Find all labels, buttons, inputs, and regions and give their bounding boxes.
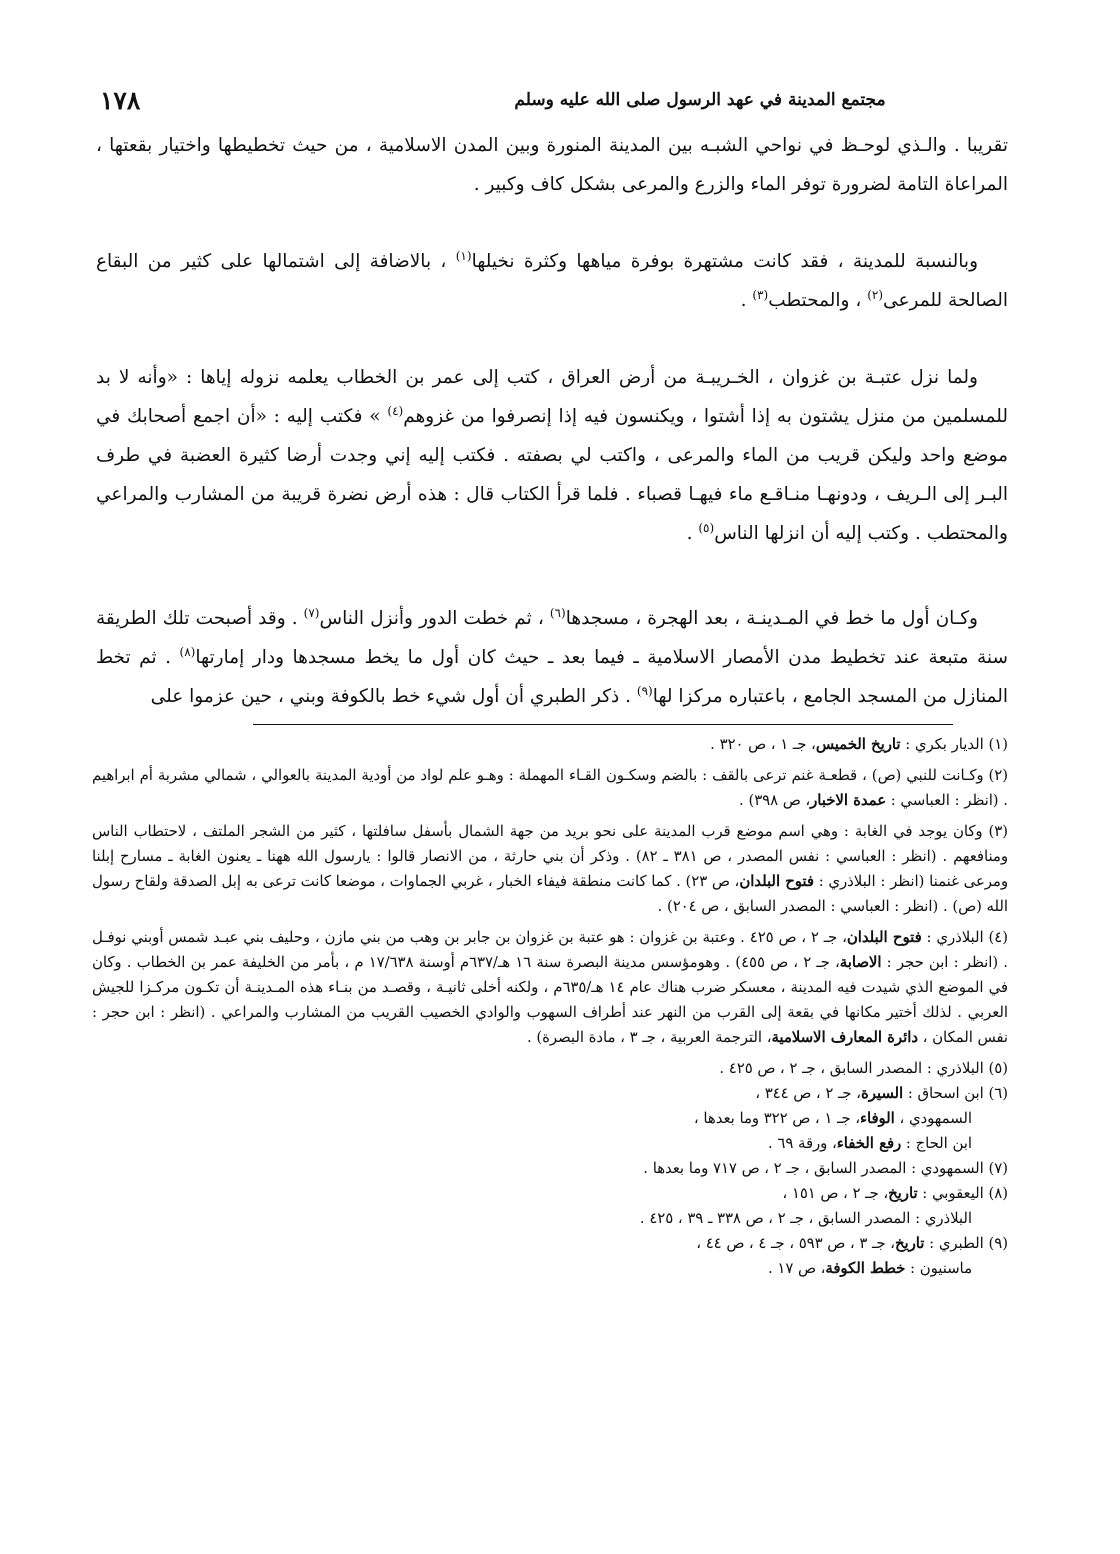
text-run: السمهودي ، bbox=[894, 1110, 972, 1127]
source-title: تاريخ الخميس bbox=[815, 736, 901, 753]
footnote-ref: (٦) bbox=[549, 605, 566, 620]
footnote-8 bbox=[92, 1181, 1008, 1206]
text-run: ، جـ ٢ ، ص ٣٤٤ ، bbox=[755, 1085, 861, 1102]
text-run: ولما نزل عتبـة بن غزوان ، الخـريبـة من أرض العراق ، كتب إلى عمر بن الخطاب يعلمه نزوله إياها : «وأنه لا بد للمسلمين من منزل يشتون به إذا أشتوا ، ويكنسون فيه إذا إنصرفوا من غزوهم bbox=[96, 367, 1008, 427]
running-title: مجتمع المدينة في عهد الرسول صلى الله عليه وسلم bbox=[514, 90, 886, 110]
text-run: (٤) البلاذري : bbox=[921, 929, 1009, 946]
footnote-7 bbox=[92, 1156, 1008, 1181]
footnote-ref: (٧) bbox=[303, 605, 320, 620]
footnote-6-line-3 bbox=[92, 1131, 1008, 1156]
footnote-2 bbox=[92, 763, 1008, 813]
text-run: . ثم تخط المنازل من المسجد الجامع ، باعتباره مركزا لها bbox=[96, 647, 1008, 707]
text-run: (٢) وكـانت للنبي (ص) ، قطعـة غنم ترعى بالقف : بالضم وسكـون القـاء المهملة : وهـو علم لواد من أودية المدينة بالعوالي ، شمالي مشربة أم ابراهيم . (انظر : العباسي : bbox=[92, 767, 1008, 809]
source-title: رفع الخفاء bbox=[836, 1135, 902, 1152]
text-run: . bbox=[686, 523, 693, 544]
footnote-6-line-2 bbox=[92, 1106, 1008, 1131]
footnote-ref: (٨) bbox=[179, 644, 196, 659]
footnote-8-line-2 bbox=[92, 1206, 1008, 1231]
footnote-ref: (٤) bbox=[387, 403, 404, 418]
source-title: خطط الكوفة bbox=[825, 1260, 906, 1277]
paragraph-3 bbox=[96, 358, 1008, 553]
source-title: دائرة المعارف الاسلامية bbox=[771, 1029, 918, 1046]
text-run: » فكتب إليه : «أن اجمع أصحابك في موضع واحد وليكن قريب من الماء والمرعى ، واكتب لي بصفته . فكتب إليه إني وجدت أرضا كثيرة العضبة في طرف البـر إلى الـريف ، ودونهـا منـاقـع ماء فيهـا قصباء . فلما قرأ الكتاب قال : هذه أرض نضرة قريبة من المشارب والمراعي والمحتطب . وكتب إليه أن انزلها الناس bbox=[96, 406, 1008, 544]
text-run: ، ص ٢٣) . كما كانت منطقة فيفاء الخبار ، غربي الجماوات ، موضعا كانت ترعى به إبل الصدقة ولقاح رسول الله (ص) . (انظر : العباسي : المصدر السابق ، ص ٢٠٤) . bbox=[92, 873, 1008, 915]
text-run: ، ورقة ٦٩ . bbox=[767, 1135, 837, 1152]
text-run: ، والمحتطب bbox=[768, 290, 862, 311]
source-title: فتوح البلدان bbox=[739, 873, 814, 890]
footnote-5 bbox=[92, 1056, 1008, 1081]
text-run: (٧) السمهودي : المصدر السابق ، جـ ٢ ، ص ٧١٧ وما بعدها . bbox=[643, 1160, 1008, 1177]
text-run: ، ثم خطت الدور وأنزل الناس bbox=[319, 608, 544, 629]
footnote-3 bbox=[92, 819, 1008, 919]
text-run: (٦) ابن اسحاق : bbox=[903, 1085, 1008, 1102]
text-run: ، جـ ١ ، ص ٣٢٠ . bbox=[710, 736, 816, 753]
footnote-ref: (٩) bbox=[636, 683, 653, 698]
source-title: عمدة الاخبار bbox=[810, 792, 887, 809]
text-run: وبالنسبة للمدينة ، فقد كانت مشتهرة بوفرة مياهها وكثرة نخيلها bbox=[471, 251, 979, 272]
source-title: تاريخ bbox=[894, 1235, 925, 1252]
text-run: ماسنيون : bbox=[905, 1260, 972, 1277]
footnote-ref: (٢) bbox=[867, 287, 884, 302]
source-title: السيرة bbox=[860, 1085, 904, 1102]
footnote-9-line-2 bbox=[92, 1256, 1008, 1281]
text-run: (٥) البلاذري : المصدر السابق ، جـ ٢ ، ص ٤٢٥ . bbox=[719, 1060, 1008, 1077]
footnote-ref: (٣) bbox=[752, 287, 769, 302]
text-run: ، جـ ٣ ، ص ٥٩٣ ، جـ ٤ ، ص ٤٤ ، bbox=[696, 1235, 895, 1252]
paragraph-4 bbox=[96, 599, 1008, 716]
footnote-9 bbox=[92, 1231, 1008, 1256]
page-header bbox=[100, 86, 1020, 124]
text-run: ابن الحاج : bbox=[901, 1135, 972, 1152]
paragraph-2 bbox=[96, 242, 1008, 320]
footnote-ref: (٥) bbox=[698, 520, 715, 535]
page-number: ١٧٨ bbox=[100, 86, 141, 115]
source-title: الاصابة bbox=[839, 954, 882, 971]
footnote-4 bbox=[92, 925, 1008, 1050]
text-run: ، ص ٣٩٨) . bbox=[739, 792, 811, 809]
text-run: (٩) الطبري : bbox=[924, 1235, 1008, 1252]
source-title: تاريخ bbox=[888, 1185, 918, 1202]
text-run: ، ص ١٧ . bbox=[767, 1260, 826, 1277]
footnotes bbox=[92, 732, 1008, 1281]
text-run: . bbox=[740, 290, 747, 311]
footnote-ref: (١) bbox=[455, 248, 472, 263]
footnote-1 bbox=[92, 732, 1008, 757]
source-title: فتوح البلدان bbox=[846, 929, 922, 946]
text-run: وكـان أول ما خط في المـدينـة ، بعد الهجرة ، مسجدها bbox=[565, 608, 978, 629]
footnote-6 bbox=[92, 1081, 1008, 1106]
text-run: (٨) اليعقوبي : bbox=[917, 1185, 1008, 1202]
paragraph-1: تقريبا . والـذي لوحـظ في نواحي الشبـه بين المدينة المنورة وبين المدن الاسلامية ، من حيث تخطيطها واختيار بقعتها ، المراعاة التامة لضرورة توفر الماء والزرع والمرعى بشكل كاف وكبير . bbox=[96, 135, 1008, 195]
text-run: . ذكر الطبري أن أول شيء خط بالكوفة وبني ، حين عزموا على bbox=[150, 686, 632, 707]
text-run: . وقد أصبحت تلك الطريقة سنة متبعة عند تخطيط مدن الأمصار الاسلامية ـ فيما بعد ـ حيث كان أول ما يخط مسجدها ودار إمارتها bbox=[96, 608, 1008, 668]
text-run: ، الترجمة العربية ، جـ ٣ ، مادة البصرة) . bbox=[526, 1029, 772, 1046]
text-run: البلاذري : المصدر السابق ، جـ ٢ ، ص ٣٣٨ ـ ٣٩ ، ٤٢٥ . bbox=[639, 1210, 972, 1227]
text-run: (٣) وكان يوجد في الغابة : وهي اسم موضع قرب المدينة على نحو بريد من جهة الشمال بأسفل سافلتها ، كثير من الشجر الملتف ، لاحتطاب الناس ومنافعهم . (انظر : العباسي : نفس المصدر ، ص ٣٨١ ـ ٨٢) . وذكر أن بني حارثة ، من الانصار قالوا : يارسول الله ههنا ـ يعنون الغابة ـ مسارح إبلنا ومرعى غنمنا (انظر : البلاذري : bbox=[92, 823, 1009, 890]
text-run: ، جـ ٢ ، ص ٤٥٥) . وهومؤسس مدينة البصرة سنة ١٦ هـ/٦٣٧م أوسنة ١٧/٦٣٨ م ، بأمر من الخليفة عمر بن الخطاب . وكان في الموضع الذي شيدت فيه المدينة ، معسكر ضرب هناك عام ١٤ هـ/٦٣٥م ، ولكنه أخلى ثانيـة ، وقصـد من بنـاء هذه المـدينـة أن تكـون مركـزا للجيش العربي . لذلك أختير مكانها في بقعة إلى القرب من النهر عند أطراف السهوب والوادي الخصيب القريب من المشارب والمراعي . (انظر : ابن حجر : نفس المكان ، bbox=[92, 954, 1009, 1046]
footnote-divider bbox=[253, 724, 953, 725]
text-run: ، جـ ٢ ، ص ١٥١ ، bbox=[782, 1185, 889, 1202]
short-footnotes bbox=[92, 1056, 1008, 1281]
text-run: ، جـ ١ ، ص ٣٢٢ وما بعدها ، bbox=[693, 1110, 860, 1127]
source-title: الوفاء bbox=[859, 1110, 895, 1127]
text-run: ، بالاضافة إلى اشتمالها على كثير من البقاع الصالحة للمرعى bbox=[96, 251, 1008, 311]
text-run: ، جـ ٢ ، ص ٤٢٥ . وعتبة بن غزوان : هو عتبة بن غزوان بن جابر بن وهب من بني مازن ، وحليف بني عبـد شمس أوبني نوفـل . (انظر : ابن حجر : bbox=[92, 929, 1009, 971]
main-text bbox=[96, 126, 1008, 716]
text-run: (١) الديار بكري : bbox=[900, 736, 1008, 753]
